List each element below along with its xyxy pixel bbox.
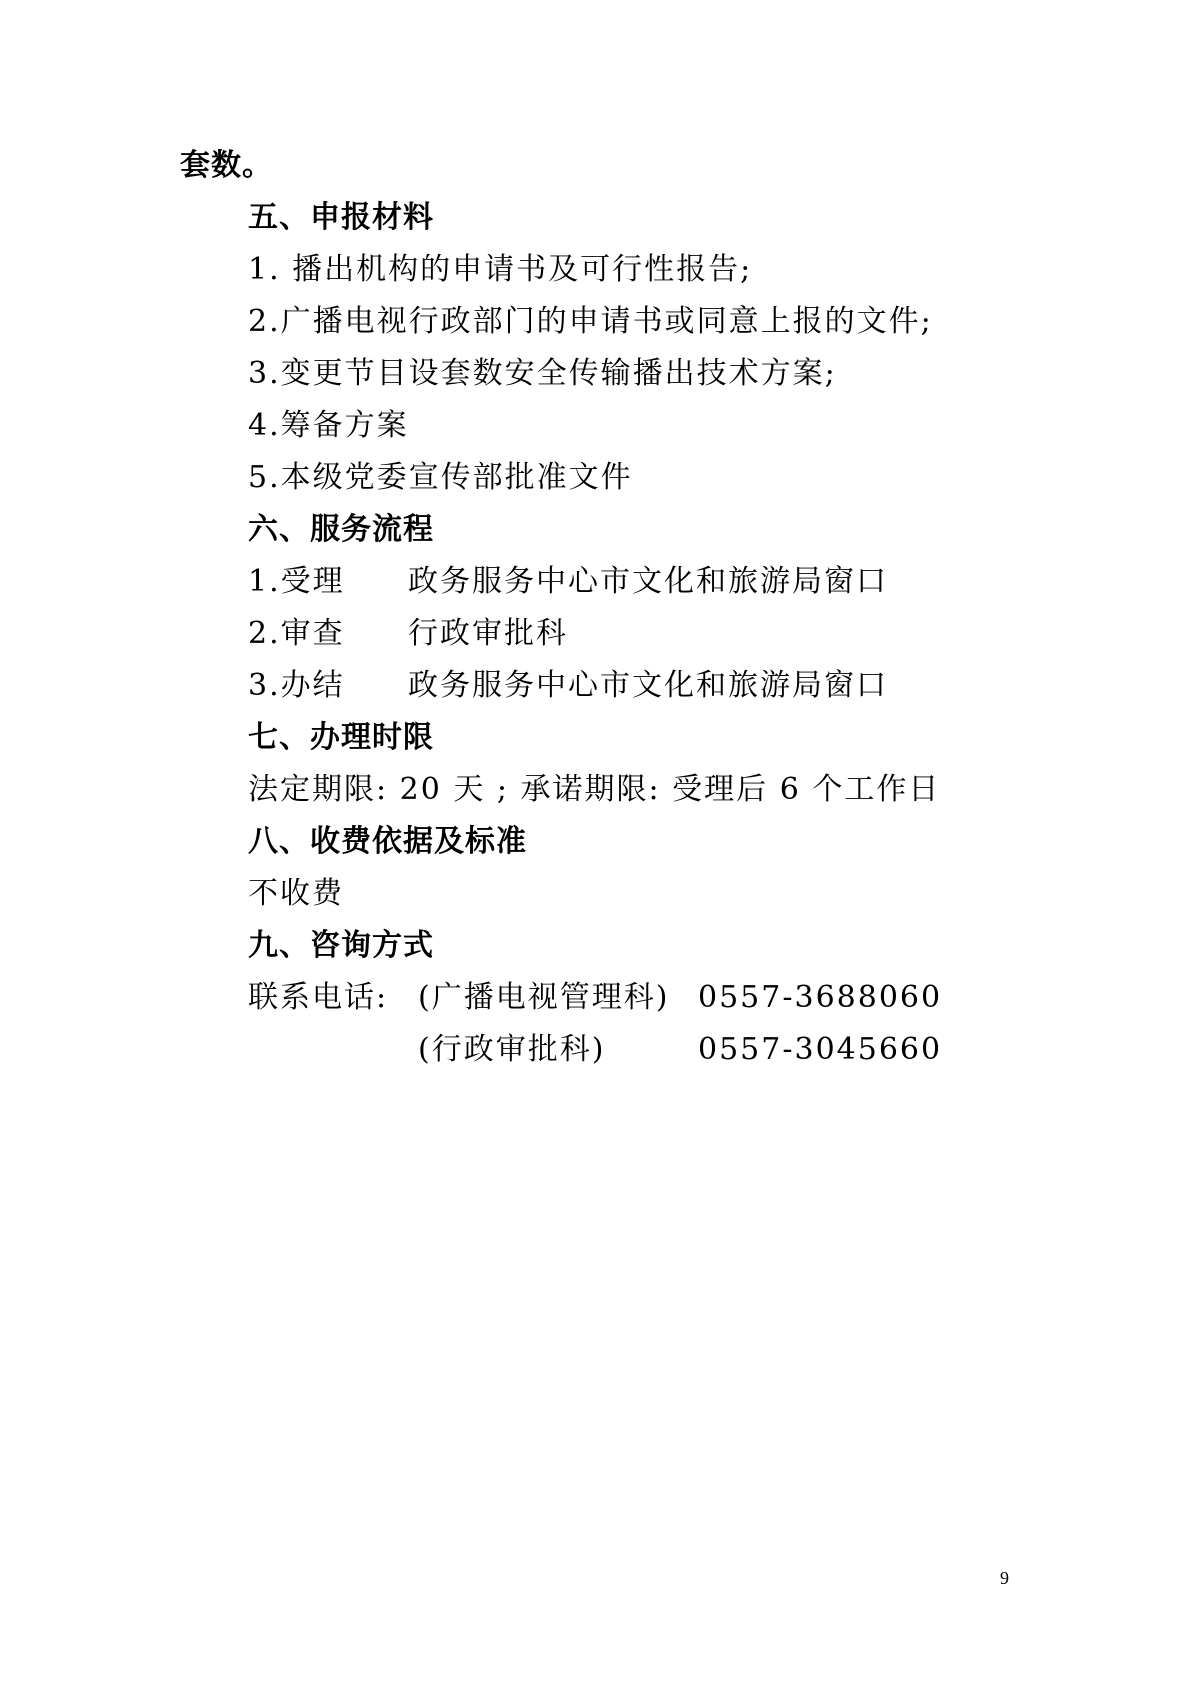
contact-department: (广播电视管理科) (418, 980, 670, 1015)
contact-phone: 0557-3045660 (698, 1032, 943, 1067)
section-heading-contact: 九、咨询方式 (248, 928, 434, 963)
material-item: 2.广播电视行政部门的申请书或同意上报的文件; (248, 304, 933, 339)
contact-label: 联系电话: (248, 980, 389, 1015)
process-step (248, 666, 888, 706)
contact-department: (行政审批科) (418, 1032, 606, 1067)
fees-text: 不收费 (248, 876, 344, 911)
section-heading-process: 六、服务流程 (248, 512, 434, 547)
process-step (248, 614, 568, 654)
section-heading-fees: 八、收费依据及标准 (248, 824, 527, 859)
process-step-value: 行政审批科 (408, 616, 568, 651)
section-heading-time-limit: 七、办理时限 (248, 720, 434, 755)
process-step-label: 3.办结 (248, 668, 345, 703)
contact-phone: 0557-3688060 (698, 980, 943, 1015)
process-step-label: 1.受理 (248, 564, 345, 599)
time-limit-text: 法定期限: 20 天 ; 承诺期限: 受理后 6 个工作日 (248, 772, 941, 807)
material-item: 5.本级党委宣传部批准文件 (248, 460, 633, 495)
contact-row (418, 1030, 942, 1070)
process-step-value: 政务服务中心市文化和旅游局窗口 (408, 668, 888, 703)
process-step (248, 562, 888, 602)
material-item: 3.变更节目设套数安全传输播出技术方案; (248, 356, 837, 391)
contact-row (248, 978, 942, 1018)
process-step-value: 政务服务中心市文化和旅游局窗口 (408, 564, 888, 599)
page-number: 9 (1000, 1568, 1009, 1588)
continuation-text: 套数。 (180, 148, 273, 183)
section-heading-materials: 五、申报材料 (248, 200, 434, 235)
process-step-label: 2.审查 (248, 616, 345, 651)
material-item: 1. 播出机构的申请书及可行性报告; (248, 252, 753, 287)
material-item: 4.筹备方案 (248, 408, 409, 443)
